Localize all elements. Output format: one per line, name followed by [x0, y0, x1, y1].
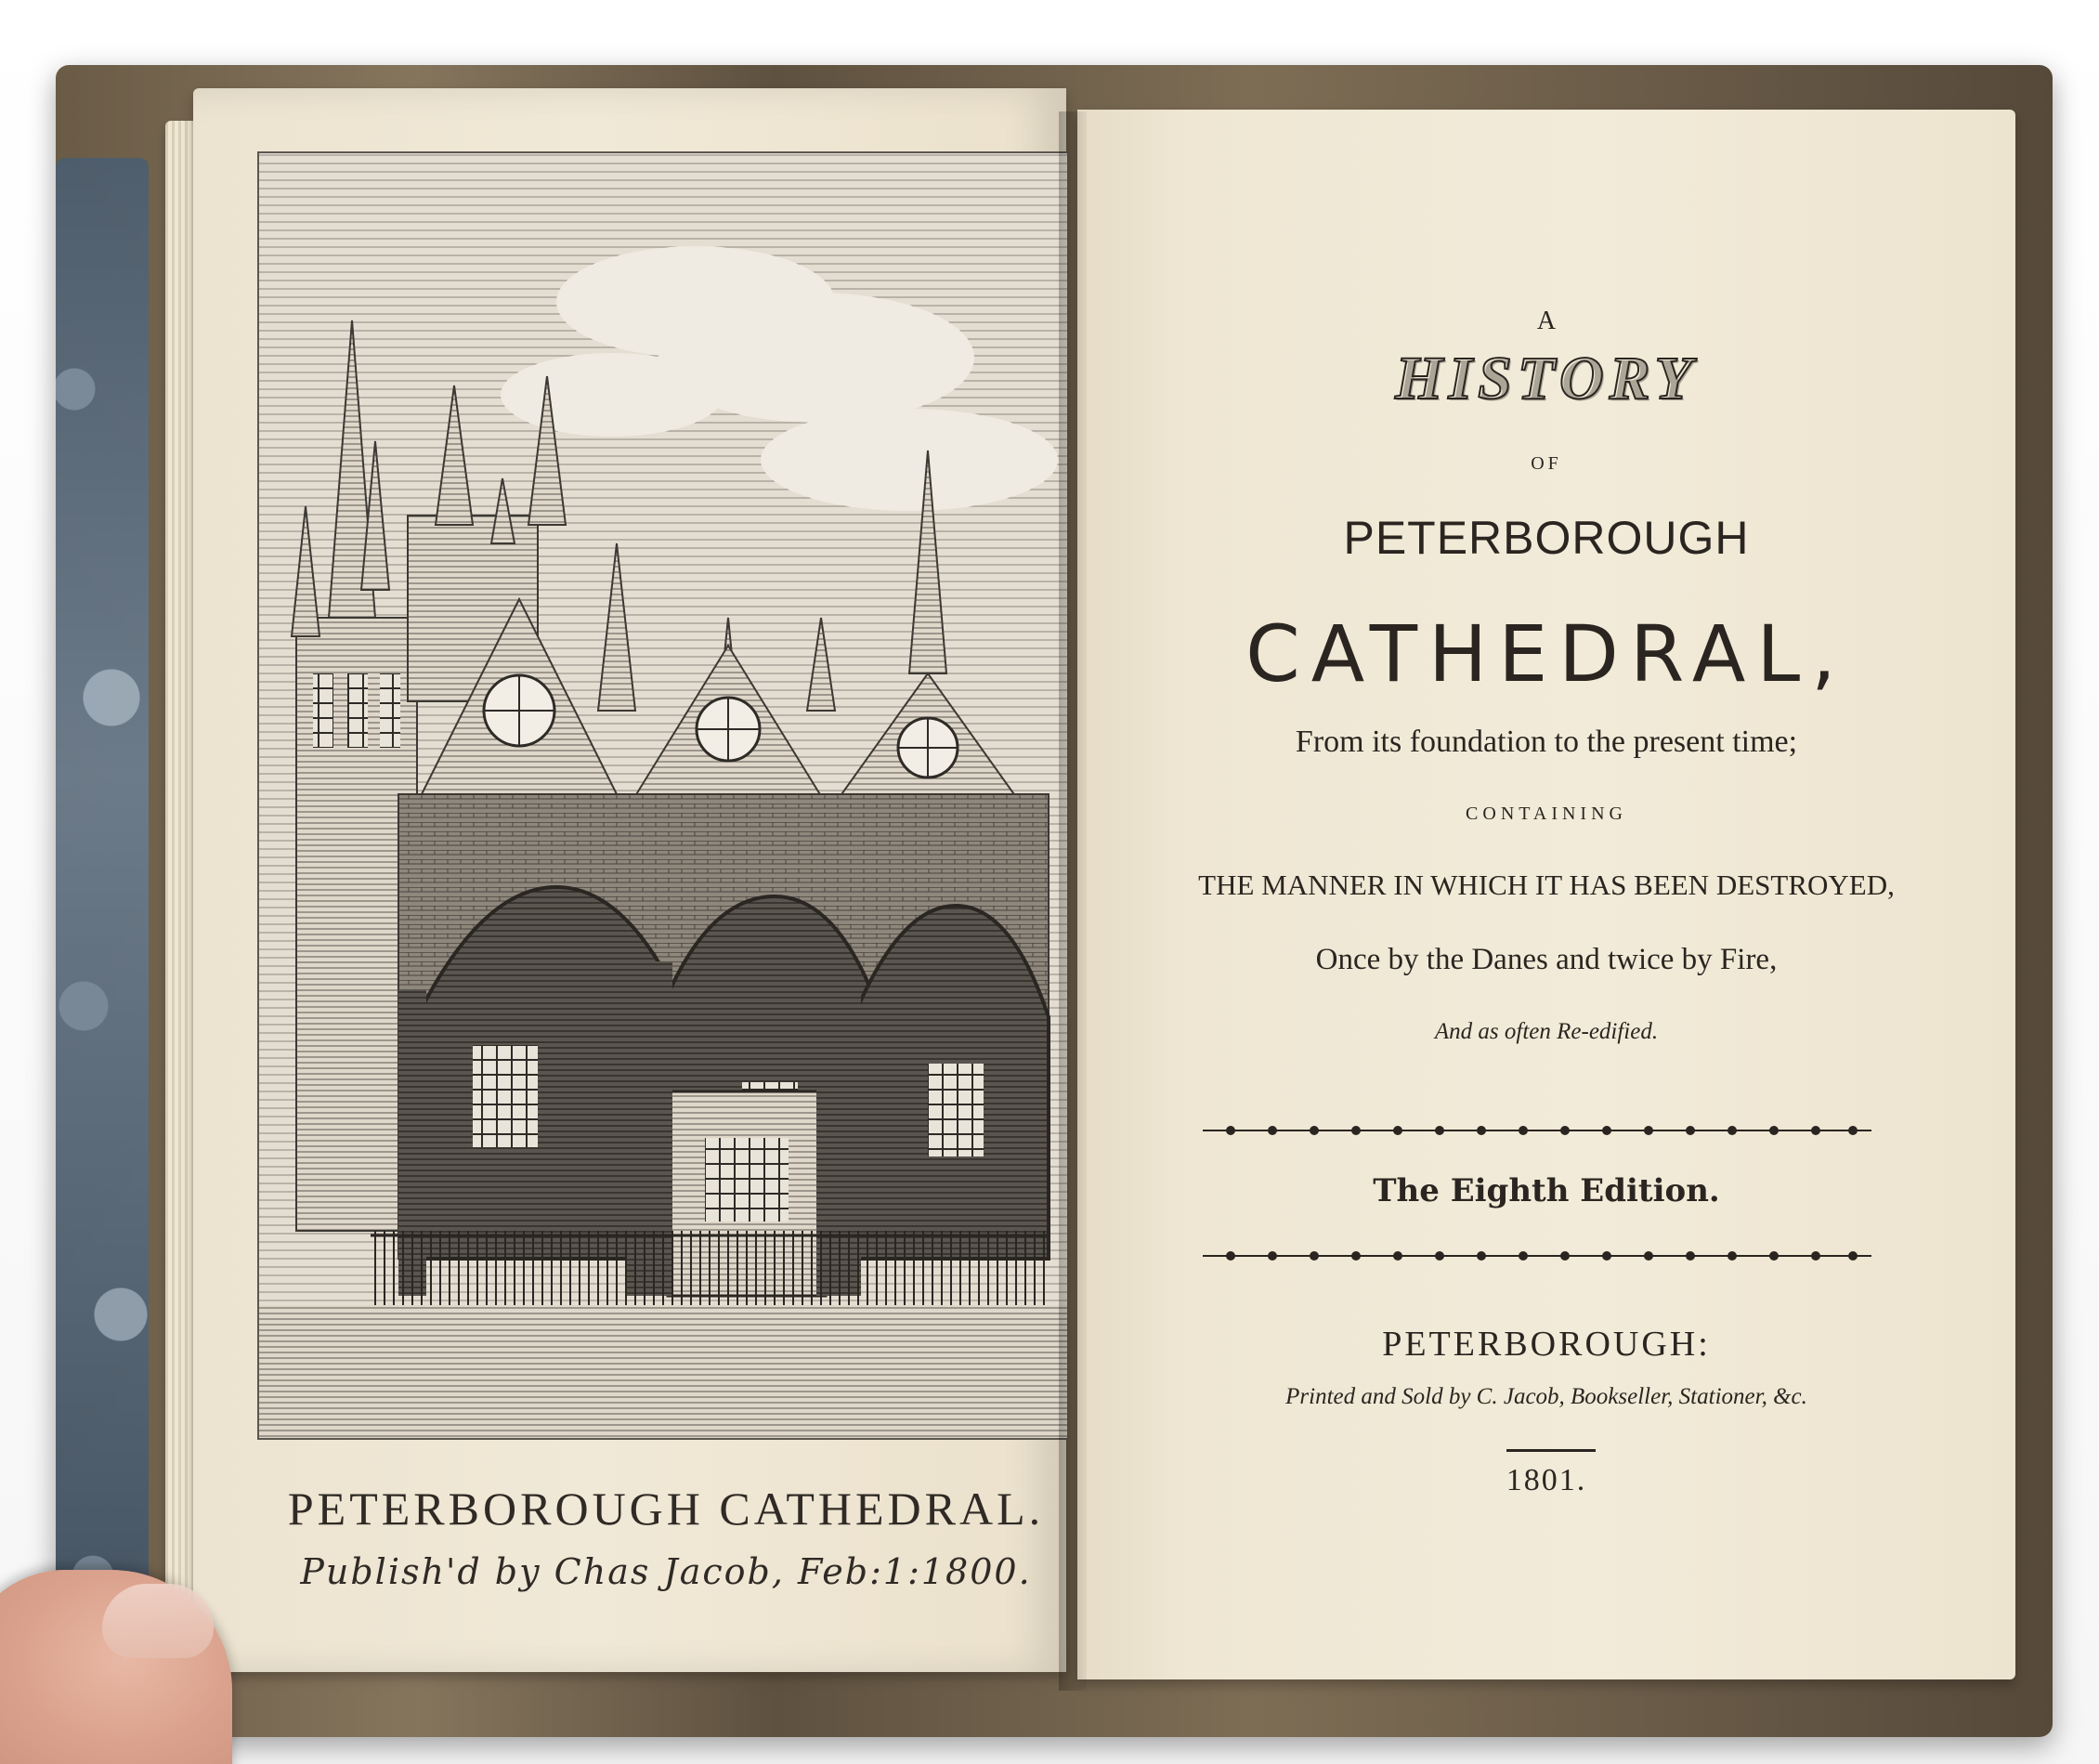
imprint-year: 1801.: [1506, 1463, 1587, 1497]
marbled-page-edge: [56, 158, 149, 1700]
imprint-place: PETERBOROUGH:: [1382, 1325, 1711, 1364]
title-peterborough: PETERBOROUGH: [1343, 512, 1750, 564]
title-history: HISTORY: [1395, 345, 1698, 412]
ornamental-rule-top: [1203, 1119, 1871, 1142]
subtitle-reedified: And as often Re-edified.: [1434, 1019, 1659, 1044]
cathedral-engraving: [257, 151, 1067, 1440]
plate-imprint: Publish'd by Chas Jacob, Feb:1:1800.: [300, 1551, 1032, 1592]
edition-line: The Eighth Edition.: [1373, 1172, 1720, 1209]
short-rule: [1506, 1449, 1596, 1452]
title-article: A: [1536, 307, 1557, 335]
imprint-printer: Printed and Sold by C. Jacob, Bookseller, Stationer, &c.: [1285, 1384, 1807, 1409]
title-cathedral: CATHEDRAL,: [1245, 608, 1847, 699]
plate-title: PETERBOROUGH CATHEDRAL.: [287, 1483, 1045, 1535]
ornamental-rule-bottom: [1203, 1245, 1871, 1267]
subtitle-manner: THE MANNER IN WHICH IT HAS BEEN DESTROYED,: [1198, 869, 1895, 901]
subtitle-from: From its foundation to the present time;: [1295, 725, 1798, 759]
subtitle-once: Once by the Danes and twice by Fire,: [1315, 943, 1778, 976]
thumbnail-highlight: [102, 1584, 214, 1658]
subtitle-containing: CONTAINING: [1466, 804, 1627, 824]
title-of: OF: [1531, 453, 1562, 474]
